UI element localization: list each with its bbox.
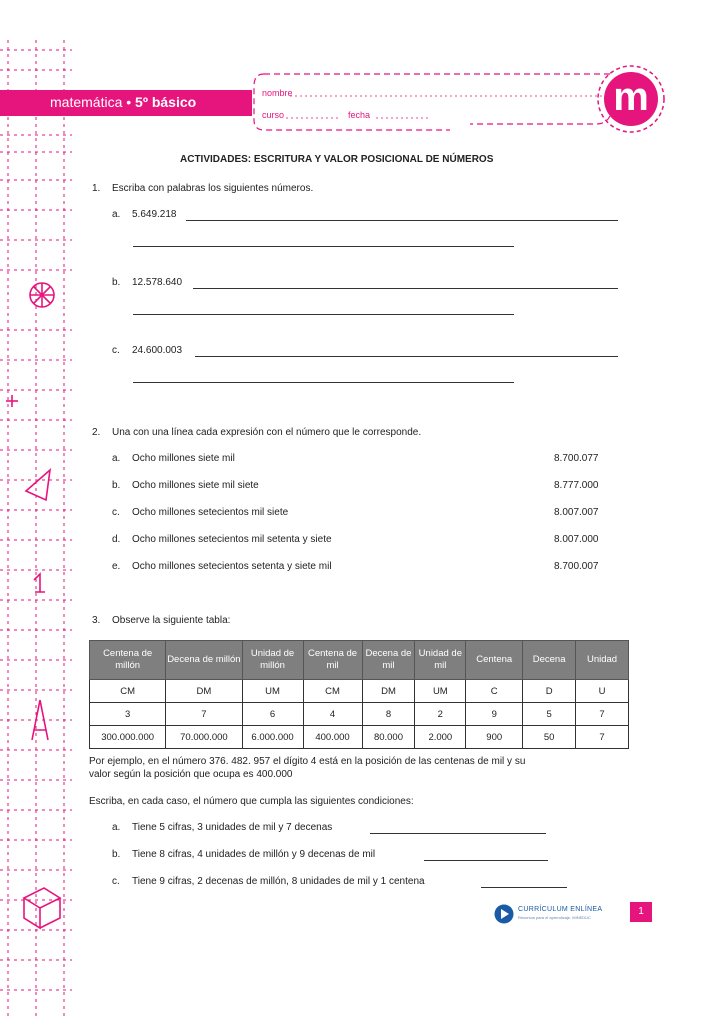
q2d-text: Ocho millones setecientos mil setenta y siete <box>132 534 332 545</box>
q1c-value: 24.600.003 <box>132 345 183 356</box>
table-cell: 7 <box>576 726 629 749</box>
example-line-1: Por ejemplo, en el número 376. 482. 957 el dígito 4 está en la posición de las centenas de mil y su <box>89 756 526 767</box>
q3a-text: Tiene 5 cifras, 3 unidades de mil y 7 decenas <box>132 822 333 833</box>
table-cell: 5 <box>523 703 576 726</box>
q1c-answer-line-1[interactable] <box>195 356 618 357</box>
q3a-answer-line[interactable] <box>370 833 546 834</box>
q2e-text: Ocho millones setecientos setenta y siete mil <box>132 561 332 572</box>
brand-name: CURRÍCULUM ENLÍNEA <box>518 906 603 913</box>
q2a-letter: a. <box>112 453 121 464</box>
table-cell: CM <box>303 680 362 703</box>
q2e-letter: e. <box>112 561 121 572</box>
header-cell: Decena de mil <box>362 641 415 680</box>
table-row-values <box>90 726 629 749</box>
page-number: 1 <box>630 902 652 922</box>
table-cell: 8 <box>362 703 415 726</box>
q1b-value: 12.578.640 <box>132 277 183 288</box>
q2b-text: Ocho millones siete mil siete <box>132 480 259 491</box>
q3c-text: Tiene 9 cifras, 2 decenas de millón, 8 unidades de mil y 1 centena <box>132 876 425 887</box>
q3c-answer-line[interactable] <box>481 887 567 888</box>
header-cell: Centena <box>466 641 523 680</box>
table-cell: UM <box>242 680 303 703</box>
header-cell: Centena de mil <box>303 641 362 680</box>
q2c-number: 8.007.007 <box>554 507 599 518</box>
q1a-answer-line-1[interactable] <box>186 220 618 221</box>
subject-logo <box>596 64 666 134</box>
subject-label: matemática <box>50 94 123 110</box>
q2c-letter: c. <box>112 507 120 518</box>
table-row-abbr <box>90 680 629 703</box>
table-cell: U <box>576 680 629 703</box>
example-line-2: valor según la posición que ocupa es 400.000 <box>89 769 293 780</box>
brand-subtitle: Recursos para el aprendizaje. MINEDUC <box>518 915 591 920</box>
q3a-letter: a. <box>112 822 121 833</box>
q3b-answer-line[interactable] <box>424 860 548 861</box>
table-cell: DM <box>362 680 415 703</box>
table-cell: 7 <box>166 703 242 726</box>
header-cell: Decena de millón <box>166 641 242 680</box>
q3-prompt: Observe la siguiente tabla: <box>112 615 231 626</box>
q1c-answer-line-2[interactable] <box>133 382 514 383</box>
table-cell: 80.000 <box>362 726 415 749</box>
table-cell: 50 <box>523 726 576 749</box>
table-cell: C <box>466 680 523 703</box>
logo-letter: m <box>613 75 649 119</box>
instruction-text: Escriba, en cada caso, el número que cumpla las siguientes condiciones: <box>89 796 414 807</box>
q2-prompt: Una con una línea cada expresión con el número que le corresponde. <box>112 427 422 438</box>
q1-prompt: Escriba con palabras los siguientes números. <box>112 183 314 194</box>
name-label: nombre <box>262 88 293 98</box>
q1b-letter: b. <box>112 277 121 288</box>
q2-number: 2. <box>92 427 101 438</box>
q2e-number: 8.700.007 <box>554 561 599 572</box>
header-cell: Unidad de millón <box>242 641 303 680</box>
q3-number: 3. <box>92 615 101 626</box>
table-cell: 900 <box>466 726 523 749</box>
q1a-value: 5.649.218 <box>132 209 177 220</box>
course-label: curso <box>262 110 285 120</box>
header-cell: Unidad <box>576 641 629 680</box>
q2a-text: Ocho millones siete mil <box>132 453 235 464</box>
q1-number: 1. <box>92 183 101 194</box>
table-header-row <box>90 641 629 680</box>
table-cell: 7 <box>576 703 629 726</box>
table-cell: 6 <box>242 703 303 726</box>
q1a-answer-line-2[interactable] <box>133 246 514 247</box>
q3b-text: Tiene 8 cifras, 4 unidades de millón y 9 decenas de mil <box>132 849 376 860</box>
play-arrow-icon <box>494 904 514 924</box>
header-cell: Decena <box>523 641 576 680</box>
table-cell: 9 <box>466 703 523 726</box>
grade-label: 5º básico <box>135 94 197 110</box>
place-value-table <box>89 640 629 749</box>
table-cell: DM <box>166 680 242 703</box>
table-cell: 2.000 <box>415 726 466 749</box>
table-cell: 4 <box>303 703 362 726</box>
header-cell: Centena de millón <box>90 641 166 680</box>
q1c-letter: c. <box>112 345 120 356</box>
q2b-letter: b. <box>112 480 121 491</box>
table-row-digits <box>90 703 629 726</box>
table-cell: 70.000.000 <box>166 726 242 749</box>
q2b-number: 8.777.000 <box>554 480 599 491</box>
q1b-answer-line-1[interactable] <box>193 288 618 289</box>
q2a-number: 8.700.077 <box>554 453 599 464</box>
table-cell: 400.000 <box>303 726 362 749</box>
header-subject-grade <box>50 94 196 110</box>
table-cell: CM <box>90 680 166 703</box>
table-cell: 6.000.000 <box>242 726 303 749</box>
q2c-text: Ocho millones setecientos mil siete <box>132 507 289 518</box>
table-cell: 300.000.000 <box>90 726 166 749</box>
table-cell: UM <box>415 680 466 703</box>
table-cell: 2 <box>415 703 466 726</box>
q1a-letter: a. <box>112 209 121 220</box>
margin-grid-decoration <box>0 40 72 1019</box>
q3b-letter: b. <box>112 849 121 860</box>
page-title: ACTIVIDADES: ESCRITURA Y VALOR POSICIONAL DE NÚMEROS <box>180 154 494 165</box>
date-label: fecha <box>348 110 371 120</box>
q2d-letter: d. <box>112 534 121 545</box>
q2d-number: 8.007.000 <box>554 534 599 545</box>
q3c-letter: c. <box>112 876 120 887</box>
header-cell: Unidad de mil <box>415 641 466 680</box>
q1b-answer-line-2[interactable] <box>133 314 514 315</box>
separator: • <box>126 94 132 110</box>
table-cell: 3 <box>90 703 166 726</box>
table-cell: D <box>523 680 576 703</box>
